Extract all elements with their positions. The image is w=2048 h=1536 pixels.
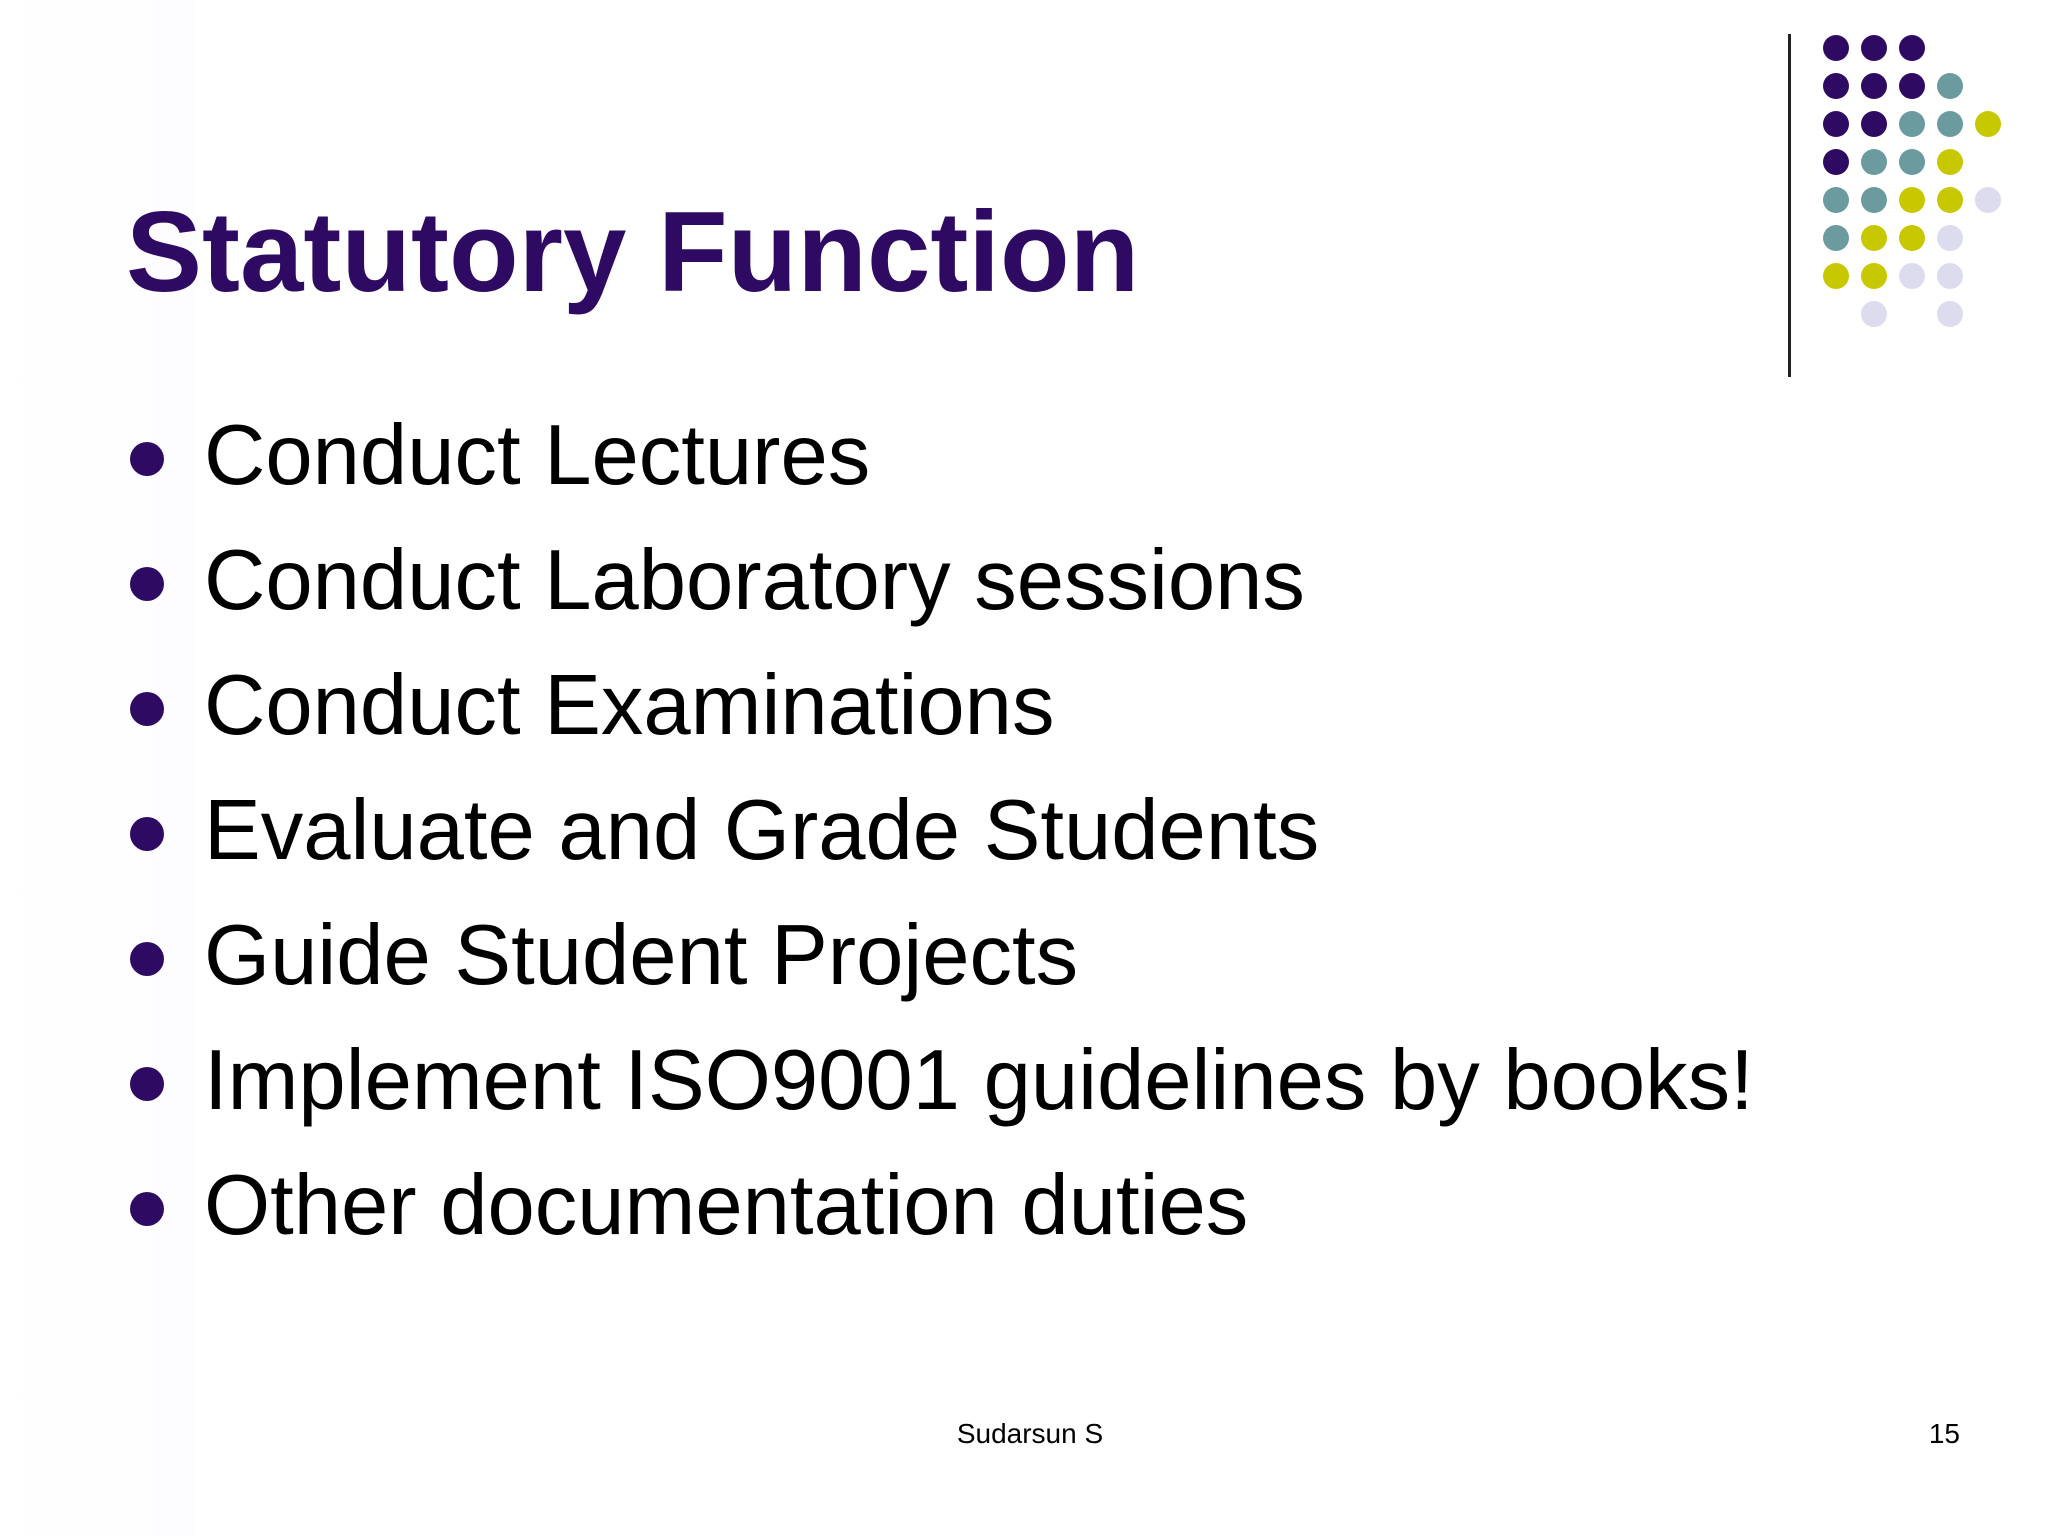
decorative-dot	[1937, 225, 1963, 251]
decorative-dot	[1861, 111, 1887, 137]
decorative-dot	[1937, 301, 1963, 327]
decorative-dot	[1861, 73, 1887, 99]
decorative-dot	[1823, 111, 1849, 137]
decorative-dot	[1823, 35, 1849, 61]
bullet-text: Conduct Laboratory sessions	[204, 533, 1305, 628]
decorative-dot	[1861, 225, 1887, 251]
decorative-dot	[1937, 263, 1963, 289]
decorative-dot	[1937, 111, 1963, 137]
decorative-dot	[1899, 73, 1925, 99]
decorative-dot	[1975, 187, 2001, 213]
bullet-dot-icon	[130, 942, 164, 976]
bullet-dot-icon	[130, 817, 164, 851]
decorative-dot	[1899, 149, 1925, 175]
dot-grid-svg	[1820, 28, 2040, 348]
decorative-dot	[1823, 225, 1849, 251]
bullet-item-3	[126, 643, 1754, 768]
decorative-dot	[1899, 35, 1925, 61]
decorative-dot	[1937, 187, 1963, 213]
decorative-dot	[1899, 263, 1925, 289]
decorative-dot	[1899, 225, 1925, 251]
vertical-divider	[1788, 34, 1791, 377]
bullet-item-2	[126, 518, 1754, 643]
decorative-dot	[1899, 111, 1925, 137]
decorative-dot	[1975, 111, 2001, 137]
bullet-dot-icon	[130, 567, 164, 601]
bullet-list	[126, 393, 1754, 1268]
decorative-dot	[1861, 149, 1887, 175]
footer-author: Sudarsun S	[956, 1418, 1104, 1449]
decorative-dot	[1937, 149, 1963, 175]
bullet-text: Evaluate and Grade Students	[204, 783, 1320, 878]
bullet-text: Conduct Lectures	[204, 408, 871, 503]
bullet-text: Other documentation duties	[204, 1158, 1249, 1253]
bullet-item-7	[126, 1143, 1754, 1268]
bullet-item-5	[126, 893, 1754, 1018]
decorative-dot	[1861, 301, 1887, 327]
bullet-item-6	[126, 1018, 1754, 1143]
bullet-text: Implement ISO9001 guidelines by books!	[204, 1033, 1754, 1128]
footer-page-number: 15	[1928, 1418, 1960, 1449]
decorative-dot	[1823, 73, 1849, 99]
decorative-dot-grid	[1820, 28, 2040, 348]
decorative-dot	[1861, 35, 1887, 61]
decorative-dot	[1937, 73, 1963, 99]
bullet-item-4	[126, 768, 1754, 893]
bullet-item-1	[126, 393, 1754, 518]
bullet-dot-icon	[130, 442, 164, 476]
bullet-dot-icon	[130, 1192, 164, 1226]
decorative-dot	[1899, 187, 1925, 213]
bullet-dot-icon	[130, 1067, 164, 1101]
decorative-dot	[1823, 149, 1849, 175]
slide-title: Statutory Function	[126, 189, 1140, 316]
bullet-dot-icon	[130, 692, 164, 726]
decorative-dot	[1861, 263, 1887, 289]
decorative-dot	[1861, 187, 1887, 213]
decorative-dot	[1823, 263, 1849, 289]
decorative-dot	[1823, 187, 1849, 213]
bullet-text: Guide Student Projects	[204, 908, 1079, 1003]
bullet-text: Conduct Examinations	[204, 658, 1055, 753]
